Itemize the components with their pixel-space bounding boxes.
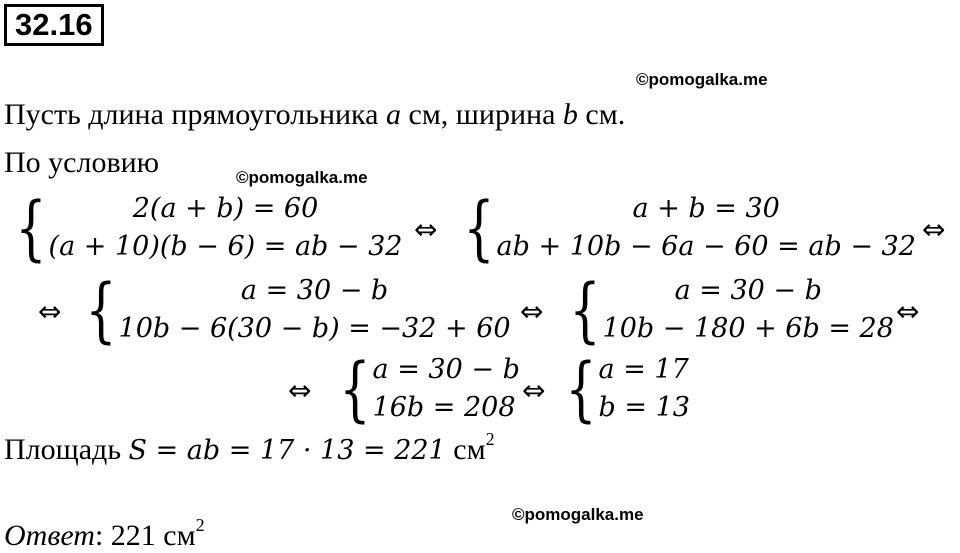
area-unit: см [445,433,486,466]
problem-number: 32.16 [4,4,104,46]
iff-symbol: ⇔ [896,295,920,328]
answer-exponent: 2 [195,515,205,535]
brace-icon: { [565,348,597,430]
area-exponent: 2 [485,429,495,449]
brace-icon: { [463,187,495,269]
watermark-top: ©pomogalka.me [636,70,768,89]
system-3 [72,269,511,351]
condition-label: По условию [4,146,160,179]
area-line [4,429,495,470]
system-2-line-2: ab + 10b − 6a − 60 = ab − 32 [496,231,916,262]
system-4-line-2: 10b − 180 + 6b = 28 [602,313,894,344]
iff-symbol: ⇔ [522,374,546,407]
system-6-line-1: a = 17 [598,354,689,385]
iff-symbol: ⇔ [288,374,312,407]
intro-middle: см, ширина [401,98,563,131]
var-a: a [386,98,401,131]
system-1 [2,187,403,269]
area-formula: S = ab = 17 · 13 = 221 [128,435,446,466]
brace-icon: { [339,348,371,430]
watermark-middle: ©pomogalka.me [236,168,368,187]
system-4-line-1: a = 30 − b [674,275,822,306]
system-2 [450,187,916,269]
iff-symbol: ⇔ [520,295,544,328]
system-1-line-2: (a + 10)(b − 6) = ab − 32 [48,231,403,262]
system-5-line-1: a = 30 − b [372,354,520,385]
system-5 [326,348,520,430]
intro-suffix: см. [577,98,626,131]
system-6-line-2: b = 13 [598,392,690,423]
system-5-line-2: 16b = 208 [372,392,516,423]
intro-prefix: Пусть длина прямоугольника [4,98,386,131]
var-b: b [562,98,578,131]
brace-icon: { [569,269,601,351]
system-2-line-1: a + b = 30 [632,193,780,224]
iff-symbol: ⇔ [38,295,62,328]
brace-icon: { [85,269,117,351]
system-6 [552,348,690,430]
iff-symbol: ⇔ [922,213,946,246]
system-1-line-1: 2(a + b) = 60 [132,193,319,224]
iff-symbol: ⇔ [414,213,438,246]
system-3-line-1: a = 30 − b [240,275,389,306]
system-4 [556,269,894,351]
intro-line [4,98,625,132]
watermark-bottom: ©pomogalka.me [512,505,644,524]
brace-icon: { [15,187,47,269]
area-label: Площадь [4,433,129,466]
answer-value: : 221 см [94,519,196,552]
answer-label: Ответ [4,519,95,552]
answer-line [4,515,205,553]
system-3-line-2: 10b − 6(30 − b) = −32 + 60 [118,313,511,344]
